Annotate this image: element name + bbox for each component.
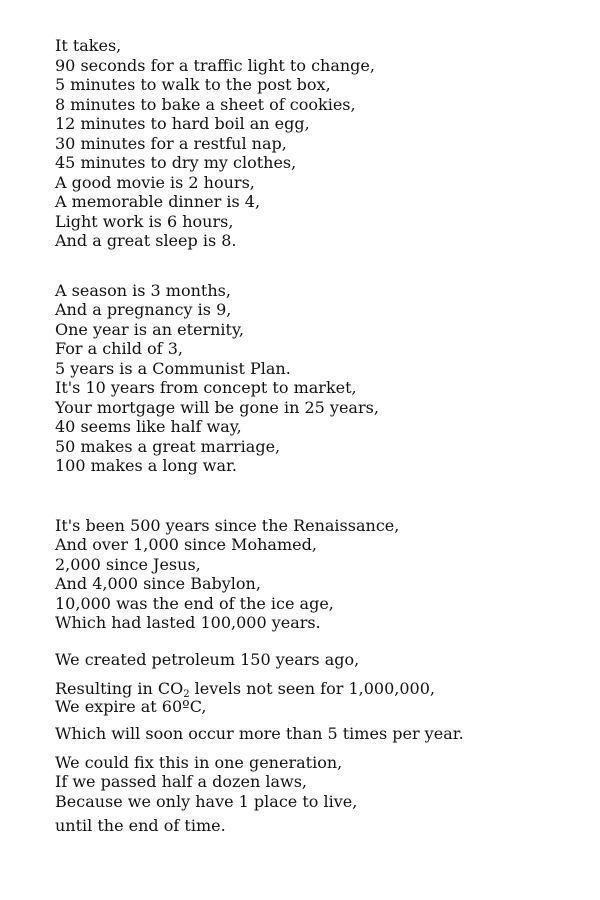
poem-line: If we passed half a dozen laws, xyxy=(55,772,307,791)
poem-line: And 4,000 since Babylon, xyxy=(55,574,261,593)
poem-line: 30 minutes for a restful nap, xyxy=(55,134,287,153)
poem-line: A season is 3 months, xyxy=(55,281,231,300)
poem-line: A memorable dinner is 4, xyxy=(55,192,261,211)
poem-line: 90 seconds for a traffic light to change, xyxy=(55,56,375,75)
poem-line: Your mortgage will be gone in 25 years, xyxy=(55,398,379,417)
poem-line: For a child of 3, xyxy=(55,339,183,358)
poem-line: 45 minutes to dry my clothes, xyxy=(55,153,297,172)
poem-line: 5 years is a Communist Plan. xyxy=(55,359,291,378)
poem-line: until the end of time. xyxy=(55,816,226,835)
poem-line: 10,000 was the end of the ice age, xyxy=(55,594,334,613)
poem-line: 8 minutes to bake a sheet of cookies, xyxy=(55,95,356,114)
poem-line: Light work is 6 hours, xyxy=(55,212,234,231)
poem-line: And a pregnancy is 9, xyxy=(55,300,232,319)
poem-line: 5 minutes to walk to the post box, xyxy=(55,75,331,94)
poem-line: We created petroleum 150 years ago, xyxy=(55,650,360,669)
poem-line: 100 makes a long war. xyxy=(55,456,238,475)
poem-line: We expire at 60ºC, xyxy=(55,697,207,716)
poem-line: Which had lasted 100,000 years. xyxy=(55,613,321,632)
poem-line: 2,000 since Jesus, xyxy=(55,555,201,574)
poem-line: Because we only have 1 place to live, xyxy=(55,792,358,811)
poem-line: It's 10 years from concept to market, xyxy=(55,378,357,397)
poem-line: 12 minutes to hard boil an egg, xyxy=(55,114,310,133)
poem-line: And over 1,000 since Mohamed, xyxy=(55,535,317,554)
poem-line: One year is an eternity, xyxy=(55,320,244,339)
poem-line: We could fix this in one generation, xyxy=(55,753,343,772)
poem-line: It's been 500 years since the Renaissance, xyxy=(55,516,400,535)
poem-line: And a great sleep is 8. xyxy=(55,231,237,250)
poem-line: 40 seems like half way, xyxy=(55,417,242,436)
poem-line: Resulting in $CO_2$ levels not seen for 1,000,000, xyxy=(55,679,435,700)
poem-line: 50 makes a great marriage, xyxy=(55,437,281,456)
subscript: 2 xyxy=(183,689,190,700)
poem-line: A good movie is 2 hours, xyxy=(55,173,255,192)
poem-line: It takes, xyxy=(55,36,122,55)
poem-line: Which will soon occur more than 5 times per year. xyxy=(55,724,464,743)
